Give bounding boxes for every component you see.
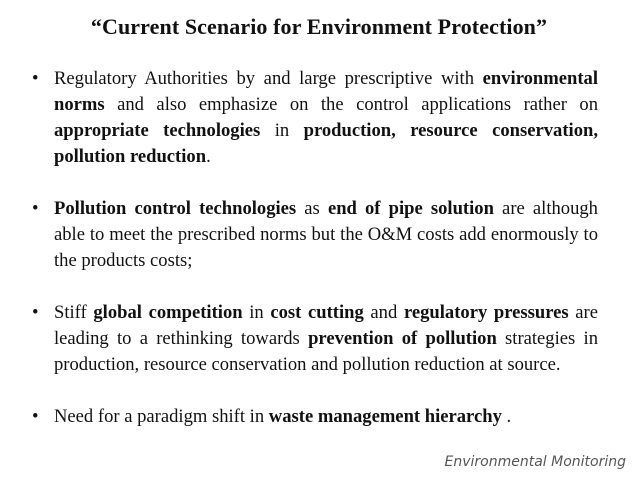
emphasis-text: appropriate technologies [54,120,261,141]
bullet-text: strategies in production, resource conservation and pollution reduction at source. [54,328,598,375]
bullet-text: are although able to meet the prescribed norms but the O&M costs add enormously to the products costs; [54,198,598,271]
bullet-text: are leading to a rethinking towards [54,302,598,349]
emphasis-text: prevention of pollution [308,328,497,349]
footer-caption: Environmental Monitoring [444,454,626,470]
emphasis-text: production, resource conservation, pollution reduction [54,120,598,167]
emphasis-text: waste management hierarchy [268,406,502,427]
bullet-text: Need for a paradigm shift in [54,406,269,427]
emphasis-text: global competition [93,302,243,323]
bullet-text: . [501,406,512,427]
bullet-item [32,404,598,430]
bullet-text: Regulatory Authorities by and large prescriptive with [54,68,483,89]
bullet-text: and [363,302,404,323]
bullet-text: and also emphasize on the control applications rather on [104,94,598,115]
emphasis-text: environmental norms [54,68,598,115]
bullet-list [32,66,598,430]
emphasis-text: regulatory pressures [403,302,569,323]
emphasis-text: cost cutting [270,302,364,323]
bullet-text: in [260,120,304,141]
bullet-text: . [206,146,211,167]
bullet-text: as [296,198,328,219]
bullet-text: Stiff [54,302,94,323]
emphasis-text: end of pipe solution [327,198,494,219]
bullet-item [32,66,598,170]
bullet-item [32,196,598,274]
bullet-item [32,300,598,378]
emphasis-text: Pollution control technologies [54,198,297,219]
slide-title: “Current Scenario for Environment Protection” [90,14,548,39]
bullet-text: in [242,302,271,323]
